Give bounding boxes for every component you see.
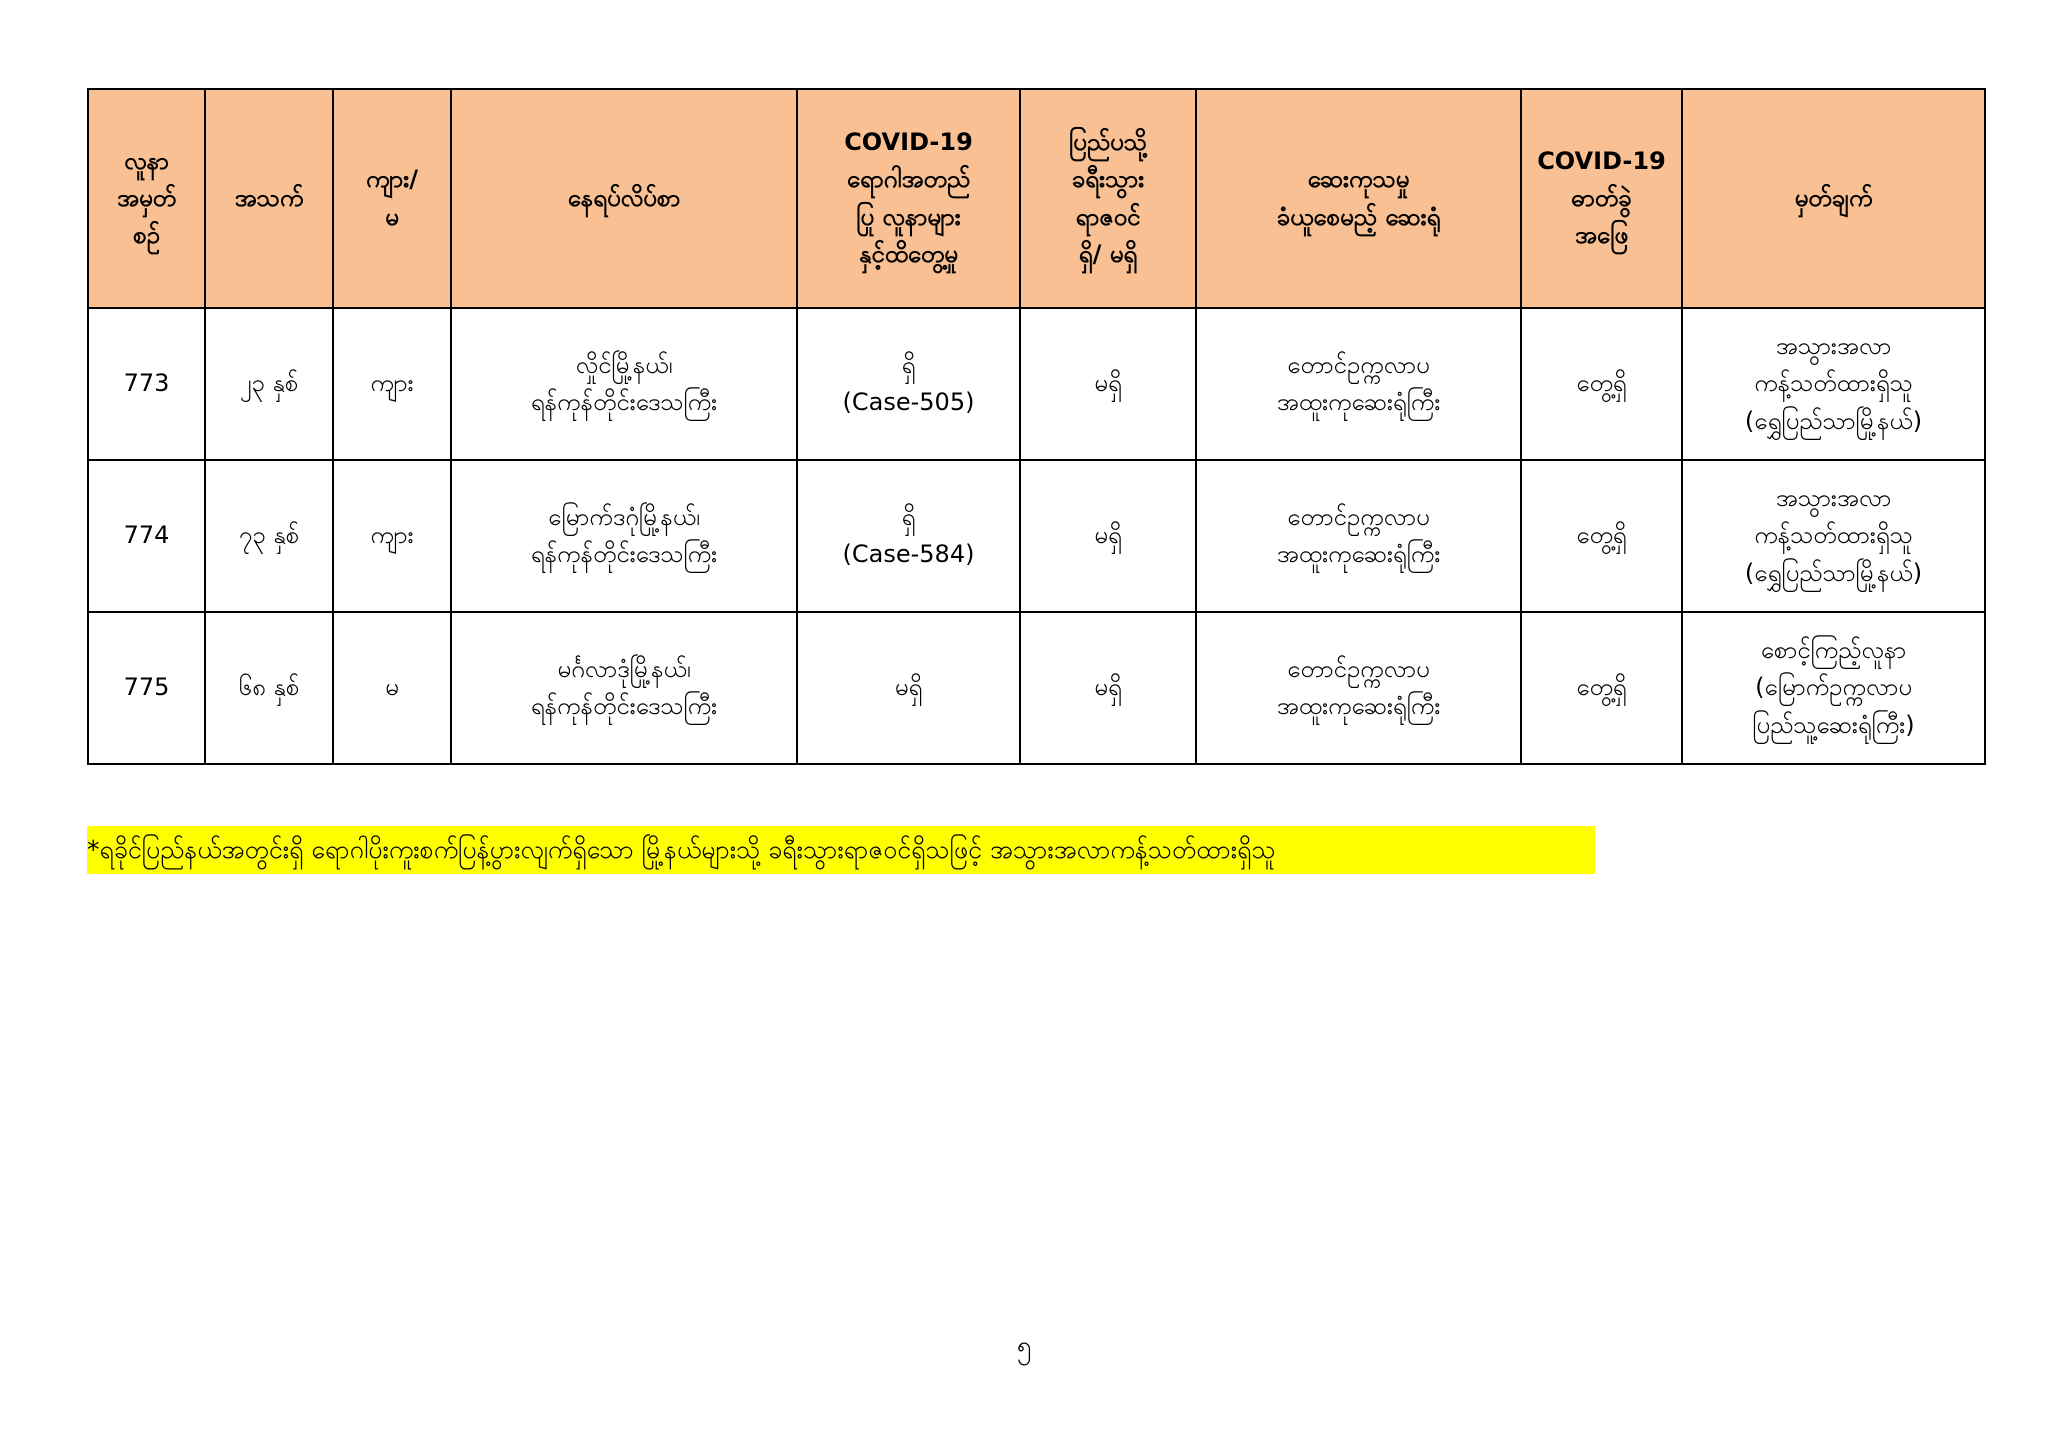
cell-age: ၇၃ နှစ် (205, 460, 333, 612)
cell-line: COVID-19 (844, 128, 973, 157)
cell-line: စဉ် (133, 221, 160, 250)
cell-line: COVID-19 (1537, 146, 1666, 175)
header-address (451, 89, 797, 308)
cell-address (451, 308, 797, 460)
cell-line: မ (385, 202, 399, 231)
cell-line: မှတ်ချက် (1794, 183, 1873, 212)
cell-line: နေရပ်လိပ်စာ (567, 183, 681, 212)
cell-sex: မ (333, 612, 451, 764)
cell-line: အထူးကုဆေးရုံကြီး (1276, 540, 1441, 568)
cell-line: လှိုင်မြို့နယ်၊ (575, 350, 673, 379)
cell-line: အမှတ် (116, 183, 177, 212)
cell-line: အဖြေ (1574, 221, 1629, 250)
cell-line: (Case-505) (842, 388, 975, 416)
cell-line: ဓာတ်ခွဲ (1571, 183, 1632, 212)
cell-line: ရာဇဝင် (1075, 202, 1141, 231)
header-remarks (1682, 89, 1985, 308)
header-age (205, 89, 333, 308)
cell-line: ကျား/ (365, 165, 418, 194)
cell-line: ခရီးသွား (1071, 165, 1145, 194)
cell-line: ကန့်သတ်ထားရှိသူ (1754, 521, 1913, 550)
cell-travel: မရှိ (1020, 612, 1196, 764)
cell-remark (1682, 308, 1985, 460)
cell-line: (မြောက်ဥက္ကလာပ (1755, 673, 1912, 702)
cell-travel: မရှိ (1020, 308, 1196, 460)
cell-line: ရှိ/ မရှိ (1078, 239, 1138, 268)
cell-result: တွေ့ရှိ (1521, 308, 1682, 460)
cell-line: မြောက်ဒဂုံမြို့နယ်၊ (548, 502, 700, 531)
cell-remark (1682, 612, 1985, 764)
cell-hospital (1196, 460, 1521, 612)
cell-remark (1682, 460, 1985, 612)
cell-sex: ကျား (333, 308, 451, 460)
header-hospital (1196, 89, 1521, 308)
cell-line: ပြု လူနာများ (856, 202, 961, 231)
cell-line: တောင်ဥက္ကလာပ (1287, 502, 1430, 531)
cell-line: ရောဂါအတည် (846, 165, 971, 194)
cell-result: တွေ့ရှိ (1521, 612, 1682, 764)
cell-line: တောင်ဥက္ကလာပ (1287, 654, 1430, 683)
cell-hospital (1196, 612, 1521, 764)
header-lab-result (1521, 89, 1682, 308)
cell-contact (797, 612, 1020, 764)
cell-address (451, 460, 797, 612)
cell-line: အသွားအလာ (1775, 332, 1892, 361)
cell-address (451, 612, 797, 764)
cell-age: ၂၃ နှစ် (205, 308, 333, 460)
footnote-highlight: *ရခိုင်ပြည်နယ်အတွင်းရှိ ရောဂါပိုးကူးစက်ပြန့်ပွားလျက်ရှိသော မြို့နယ်များသို့ ခရီးသွားရာဇဝင်ရှိသဖြင့် အသွားအလာကန့်သတ်ထားရှိသူ (87, 826, 1595, 874)
header-contact (797, 89, 1020, 308)
cell-line: တောင်ဥက္ကလာပ (1287, 350, 1430, 379)
cell-contact (797, 460, 1020, 612)
cell-contact (797, 308, 1020, 460)
cell-no: 773 (88, 308, 205, 460)
cell-line: (ရွှေပြည်သာမြို့နယ်) (1744, 406, 1923, 435)
table-row (88, 460, 1985, 612)
cell-line: ရှိ (901, 350, 916, 379)
cell-line: နှင့်ထိတွေ့မှု (858, 239, 959, 268)
cell-line: ရှိ (901, 502, 916, 531)
table-body (88, 308, 1985, 764)
cell-age: ၆၈ နှစ် (205, 612, 333, 764)
header-travel-history (1020, 89, 1196, 308)
cell-line: ပြည်သူ့ဆေးရုံကြီး) (1752, 710, 1915, 739)
cell-no: 775 (88, 612, 205, 764)
page-number: ၅ (1016, 1331, 1032, 1361)
cell-line: မရှိ (894, 673, 923, 702)
cell-line: စောင့်ကြည့်လူနာ (1760, 636, 1907, 665)
cases-table (87, 88, 1986, 765)
cell-line: ရန်ကုန်တိုင်းဒေသကြီး (530, 388, 718, 416)
cell-travel: မရှိ (1020, 460, 1196, 612)
cell-line: အသက် (234, 183, 304, 212)
cell-line: မင်္ဂလာဒုံမြို့နယ်၊ (557, 654, 691, 683)
table-row (88, 612, 1985, 764)
cell-line: ပြည်ပသို့ (1069, 128, 1147, 157)
header-row (88, 89, 1985, 308)
cell-sex: ကျား (333, 460, 451, 612)
table-row (88, 308, 1985, 460)
cell-result: တွေ့ရှိ (1521, 460, 1682, 612)
cell-line: ရန်ကုန်တိုင်းဒေသကြီး (530, 692, 718, 720)
cell-line: အထူးကုဆေးရုံကြီး (1276, 388, 1441, 416)
cell-line: အထူးကုဆေးရုံကြီး (1276, 692, 1441, 720)
cell-line: (Case-584) (842, 540, 975, 568)
header-patient-no (88, 89, 205, 308)
cell-line: ခံယူစေမည့် ဆေးရုံ (1276, 202, 1441, 231)
cell-line: (ရွှေပြည်သာမြို့နယ်) (1744, 558, 1923, 587)
cell-line: ရန်ကုန်တိုင်းဒေသကြီး (530, 540, 718, 568)
cell-line: ကန့်သတ်ထားရှိသူ (1754, 369, 1913, 398)
cell-line: ဆေးကုသမှု (1307, 165, 1410, 194)
cell-hospital (1196, 308, 1521, 460)
header-sex (333, 89, 451, 308)
cell-line: လူနာ (124, 146, 169, 175)
cell-line: အသွားအလာ (1775, 484, 1892, 513)
cell-no: 774 (88, 460, 205, 612)
